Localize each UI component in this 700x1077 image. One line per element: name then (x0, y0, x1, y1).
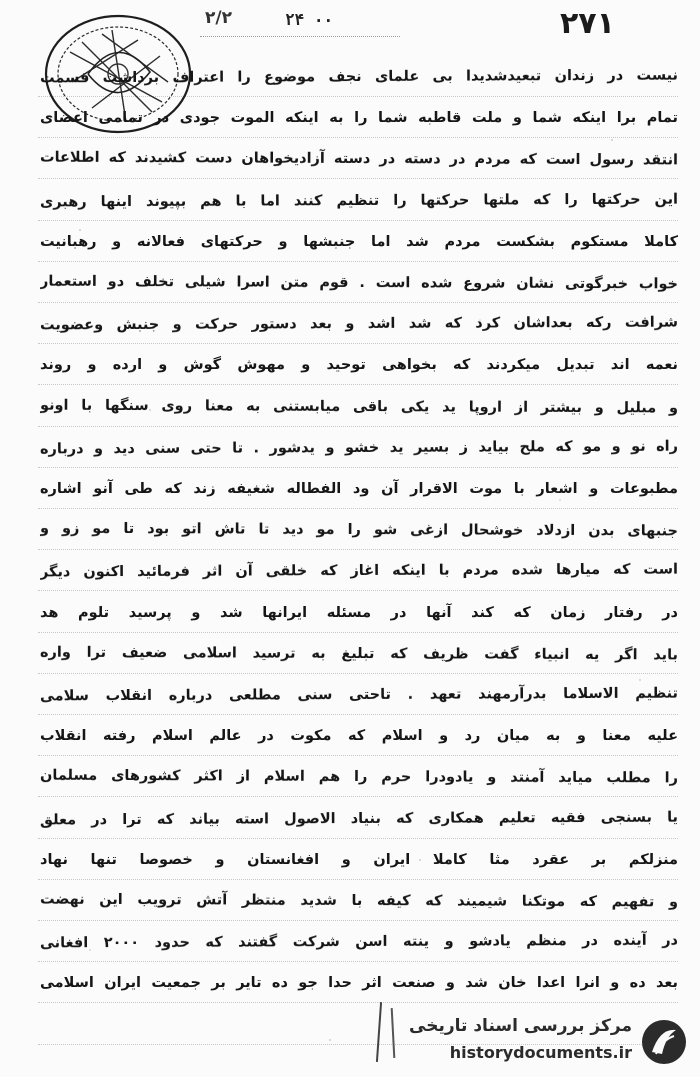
handwritten-line: کاملا مستکوم بشکست مردم شد اما جنبشها و حرکتهای فعالانه و رهبانیت (40, 233, 678, 250)
ruled-line (38, 178, 678, 179)
ruled-line (38, 343, 678, 344)
handwritten-line: این حرکتها را که ملتها حرکتها را تنظیم کنند اما با هم بپیوند اینها رهبری (39, 191, 679, 210)
ruled-line (38, 632, 678, 633)
handwritten-line: و تفهیم که موتکنا شیمیند که کیفه با شدید منتظر آتش ترویب این نهضت (39, 891, 679, 911)
archive-logo-icon (640, 1018, 688, 1066)
page-number: ۲۷۱ (560, 6, 615, 41)
handwritten-line: منزلکم بر عقرد مثا کاملا ایران و افغانستان و خصوصا تنها نهاد (40, 851, 678, 868)
handwritten-line: انتقد رسول است که مردم در دسته در دسته آزادیخواهان دست کشیدند که اطلاعات (39, 149, 679, 169)
handwritten-line: تمام برا اینکه شما و ملت قاطبه شما را به اینکه الموت جودی در تمامی اعضای (40, 110, 678, 127)
pen-stroke (391, 1008, 395, 1058)
ruled-line (38, 920, 678, 921)
ruled-line (38, 220, 678, 221)
handwritten-line: نیست در زندان تبعیدشدیدا بی علمای نجف موضوع را اعتراف برداشت قسمت (39, 67, 679, 87)
ruled-line (38, 673, 678, 674)
handwritten-line: را مطلب میاید آمنتد و یادودرا حرم را هم اسلام از اکثر کشورهای مسلمان (39, 767, 679, 787)
handwritten-line: جنبهای بدن ازدلاد خوشحال ازغی شو را مو دید تا تاش اتو بود تا مو زو و (39, 520, 679, 540)
ruled-line (38, 755, 678, 756)
handwritten-line: خواب خبرگوتی نشان شروع شده است . قوم متن اسرا شیلی تخلف دو استعمار (39, 273, 679, 293)
watermark (398, 1012, 692, 1072)
ruled-line (38, 961, 678, 962)
handwritten-line: مطبوعات و اشعار با موت الاقرار آن ود الفطاله شغیفه زند که طی آنو اشاره (40, 481, 678, 497)
handwritten-line: علیه معنا و به میان رد و اسلام که مکوت در عالم اسلام رفته انقلاب (40, 728, 678, 745)
ruled-line (38, 714, 678, 715)
ruled-line (38, 838, 678, 839)
handwritten-line: باید اگر یه انبیاء گفت ظریف که تبلیغ به ترسید اسلامی ضعیف ترا واره (39, 644, 679, 664)
handwritten-line: و مبلیل و بیشتر از اروپا ید یکی باقی میابستنی به معنا روی سنگها با اونو (39, 397, 679, 416)
ruled-line (38, 549, 678, 550)
handwritten-line: شرافت رکه بعداشان کرد که شد اشد و بعد دستور حرکت و جنبش وعضویت (39, 314, 679, 334)
handwritten-line: راه نو و مو که ملح بیاید ز بسیر ید خشو و یدشور . تا حتی سنی دید و درباره (39, 438, 679, 458)
header-folio-mark: ۲/۲ (205, 8, 232, 28)
ruled-line (38, 302, 678, 303)
handwritten-line: بعد ده و انرا اعدا خان شد و صنعت اثر حدا جو ده تایر بر جمعیت ایران اسلامی (40, 975, 678, 992)
ruled-line (38, 508, 678, 509)
ruled-line (38, 796, 678, 797)
ruled-line (38, 879, 678, 880)
ruled-line (38, 426, 678, 427)
ruled-line (38, 384, 678, 385)
ruled-line (38, 137, 678, 138)
handwritten-line: نعمه اند تبدیل میکردند که بخواهی توحید و مهوش گوش و ارده و روند (40, 357, 678, 374)
handwritten-line: تنظیم الاسلاما بدرآرمهند تعهد . تاحتی سنی مطلعی درباره انقلاب سلامی (39, 685, 679, 705)
handwritten-line: در آینده در منظم یادشو و ینته اسن شرکت گفتند که حدود ۲۰۰۰ افغانی (39, 932, 679, 952)
ruled-line (38, 1002, 678, 1003)
handwritten-line: در رفتار زمان که کند آنها در مسئله ایرانها شد و پرسید تلوم هد (40, 604, 678, 621)
ruled-line (38, 261, 678, 262)
ruled-line (38, 467, 678, 468)
header-scribble: ۲۴ ۰۰ (285, 10, 334, 29)
handwritten-line: است که میارها شده مردم با اینکه اغاز که خلقی آن اثر فرمائید اکنون دیگر (39, 561, 679, 581)
handwritten-line: یا بسنجی فقیه تعلیم همکاری که بنیاد الاصول استه بیاند که ترا در معلق (39, 809, 679, 828)
pen-stroke (376, 1002, 382, 1062)
ruled-line (38, 590, 678, 591)
watermark-title: مرکز بررسی اسناد تاریخی (409, 1016, 632, 1036)
watermark-url: historydocuments.ir (449, 1043, 632, 1062)
